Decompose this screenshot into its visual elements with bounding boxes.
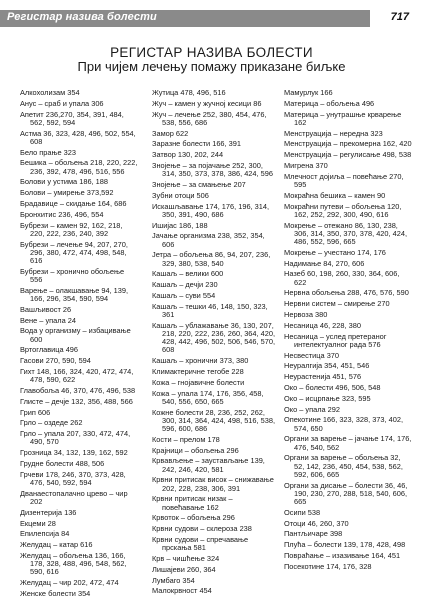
index-entry: Плућа – болести 139, 178, 428, 498 — [284, 540, 406, 550]
index-entry: Мокраћни путеви – обољења 120, 162, 252, 292, 300, 490, 616 — [284, 201, 402, 219]
index-entry: Нервни систем – смирење 270 — [284, 299, 390, 309]
index-entry: Крв – чишћење 324 — [152, 553, 220, 563]
index-entry: Мамурлук 166 — [284, 88, 333, 97]
index-entry: Желудац – обољења 136, 166, 178, 328, 488, 496, 548, 562, 590, 616 — [20, 550, 127, 577]
index-entry: Крвни притисак низак – повећавање 162 — [152, 494, 233, 512]
index-entry: Кашаљ – хронични 373, 380 — [152, 356, 249, 366]
index-entry: Бешика – обољења 218, 220, 222, 236, 392, 478, 496, 516, 556 — [20, 158, 138, 176]
title-block — [0, 46, 423, 74]
index-entry: Кожа – упала 174, 176, 356, 458, 540, 556, 650, 665 — [152, 388, 264, 406]
index-entry: Бубрези – хронично обољење 556 — [20, 266, 125, 284]
index-entry: Жутица 478, 496, 516 — [152, 88, 226, 97]
index-entry: Несаница 46, 228, 380 — [284, 320, 361, 330]
index-column-3 — [284, 89, 412, 574]
index-entry: Затвор 130, 202, 244 — [152, 150, 224, 160]
index-entry: Главобоља 46, 370, 476, 496, 538 — [20, 385, 136, 395]
index-entry: Менструација – нередна 323 — [284, 128, 383, 138]
index-entry: Желудац – чир 202, 472, 474 — [20, 578, 119, 588]
running-header — [0, 10, 423, 27]
index-entry: Грозница 34, 132, 139, 162, 592 — [20, 448, 128, 458]
index-entry: Ишијас 186, 188 — [152, 220, 208, 230]
index-entry: Замор 622 — [152, 128, 189, 138]
index-entry: Менструација – регулисање 498, 538 — [284, 150, 412, 160]
index-entry: Кашаљ – велики 600 — [152, 269, 224, 279]
index-entry: Око – болести 496, 506, 548 — [284, 382, 381, 392]
index-entry: Болови у устима 186, 188 — [20, 177, 108, 187]
index-entry: Варење – олакшавање 94, 139, 166, 296, 354, 590, 594 — [20, 285, 129, 303]
index-entry: Гасови 270, 590, 594 — [20, 356, 91, 366]
index-entry: Желудац – катар 616 — [20, 540, 93, 550]
index-entry: Мигрена 370 — [284, 160, 328, 170]
index-entry: Жуч – камен у жучној кесици 86 — [152, 98, 262, 108]
index-entry: Гихт 148, 166, 324, 420, 472, 474, 478, 590, 622 — [20, 366, 134, 385]
index-entry: Вашљивост 26 — [20, 304, 72, 314]
index-entry: Мокраћна бешика – камен 90 — [284, 190, 386, 200]
index-entry: Несвестица 370 — [284, 350, 340, 360]
index-entry: Искашљавање 174, 176, 196, 314, 350, 391, 490, 686 — [152, 201, 270, 219]
index-entry: Бубрези – камен 92, 162, 218, 220, 222, 236, 240, 392 — [20, 220, 123, 238]
index-entry: Дизентерија 136 — [20, 507, 77, 517]
index-entry: Кости – прелом 178 — [152, 434, 220, 444]
running-title: Регистар назива болести — [7, 11, 157, 23]
index-entry: Кашаљ – ублажавање 36, 130, 207, 218, 220, 222, 236, 260, 364, 420, 428, 442, 496, 502, 506, 546, 570, 608 — [152, 320, 276, 355]
index-entry: Опекотине 166, 323, 328, 373, 402, 574, 650 — [284, 415, 404, 433]
page-title: РЕГИСТАР НАЗИВА БОЛЕСТИ — [110, 45, 313, 60]
index-entry: Алкохолизам 354 — [20, 88, 80, 97]
index-entry: Знојење – за појачање 252, 300, 314, 350, 373, 378, 386, 424, 596 — [152, 160, 273, 179]
index-entry: Повраћање – изазивање 164, 451 — [284, 550, 401, 560]
index-entry: Око – исцрпање 323, 595 — [284, 393, 371, 403]
index-entry: Лумбаго 354 — [152, 575, 195, 585]
index-entry: Грудне болести 488, 506 — [20, 458, 105, 468]
index-entry: Вене – упала 24 — [20, 315, 76, 325]
index-entry: Грчеви 178, 246, 370, 373, 428, 476, 540, 592, 594 — [20, 469, 126, 487]
index-entry: Знојење – за смањење 207 — [152, 179, 246, 189]
index-entry: Надимање 84, 270, 606 — [284, 258, 365, 268]
index-entry: Глисте – дечје 132, 356, 488, 566 — [20, 396, 133, 406]
index-entry: Око – упала 292 — [284, 404, 341, 414]
index-entry: Анус – сраб и упала 306 — [20, 98, 104, 108]
index-entry: Бубрези – лечење 94, 207, 270, 296, 380, 472, 474, 498, 548, 616 — [20, 239, 128, 265]
index-entry: Јачање организма 238, 352, 354, 606 — [152, 231, 265, 249]
index-entry: Грло – упала 207, 330, 472, 474, 490, 570 — [20, 429, 131, 447]
index-entry: Брадавице – скидање 164, 686 — [20, 198, 127, 208]
index-entry: Грло – оздеде 262 — [20, 418, 83, 428]
index-entry: Грип 606 — [20, 407, 51, 417]
index-entry: Епилепсија 84 — [20, 529, 70, 539]
index-entry: Болови – умирење 373,592 — [20, 188, 114, 198]
index-entry: Крвоток – обољења 296 — [152, 513, 235, 523]
index-entry: Нервоза 380 — [284, 309, 328, 319]
index-entry: Кашаљ – суви 554 — [152, 290, 216, 300]
index-entry: Материца – унутрашње крварење 162 — [284, 109, 402, 127]
index-entry: Дванаестопалачно црево – чир 202 — [20, 488, 128, 506]
index-entry: Крвни притисак висок – снижавање 202, 228, 238, 306, 391 — [152, 475, 274, 493]
index-entry: Јетра – обољења 86, 94, 207, 236, 329, 380, 538, 540 — [152, 250, 271, 268]
header-bar — [0, 10, 370, 27]
index-entry: Назеб 60, 198, 260, 330, 364, 606, 622 — [284, 269, 400, 287]
index-entry: Материца – обољења 496 — [284, 98, 375, 108]
index-entry: Нервна обољења 288, 476, 576, 590 — [284, 288, 409, 298]
index-entry: Отоци 46, 260, 370 — [284, 518, 349, 528]
index-entry: Женске болести 354 — [20, 588, 91, 598]
index-column-1 — [20, 89, 138, 601]
index-entry: Мокрење – учестано 174, 176 — [284, 247, 386, 257]
index-entry: Мокрење – отежано 86, 130, 238, 306, 314, 350, 370, 378, 420, 424, 486, 552, 596, 665 — [284, 220, 408, 246]
index-entry: Крвни судови – склероза 238 — [152, 524, 252, 534]
index-entry: Заразне болести 166, 391 — [152, 139, 241, 149]
index-entry: Бронхитис 236, 496, 554 — [20, 209, 104, 219]
index-entry: Осипи 538 — [284, 507, 321, 517]
index-entry: Органи за варење – обољења 32, 52, 142, 236, 450, 454, 538, 562, 592, 606, 665 — [284, 453, 403, 479]
index-entry: Пантљичаре 398 — [284, 529, 343, 539]
index-entry: Кашаљ – дечји 230 — [152, 280, 218, 290]
index-entry: Органи за дисање – болести 36, 46, 190, 230, 270, 288, 518, 540, 606, 665 — [284, 480, 408, 506]
index-entry: Бело прање 323 — [20, 147, 76, 157]
index-entry: Органи за варење – јачање 174, 176, 476, 540, 562 — [284, 434, 412, 452]
index-entry: Екцеми 28 — [20, 518, 56, 528]
index-entry: Крајници – обољења 296 — [152, 445, 239, 455]
index-entry: Жуч – лечење 252, 380, 454, 476, 538, 556, 686 — [152, 109, 267, 127]
page-subtitle: При чијем лечењу помажу приказане биљке — [77, 59, 346, 74]
index-entry: Крвављење – заустављање 139, 242, 246, 420, 581 — [152, 456, 265, 474]
index-entry: Менструација – прекомерна 162, 420 — [284, 139, 412, 149]
index-entry: Лишајеви 260, 364 — [152, 564, 216, 574]
index-entry: Зубни отоци 506 — [152, 190, 209, 200]
index-entry: Неуралгија 354, 451, 546 — [284, 361, 370, 371]
index-entry: Несаница – услед претераног интелектуалног рада 576 — [284, 331, 387, 349]
index-entry: Вода у организму – избацивање 600 — [20, 326, 131, 344]
index-entry: Крвни судови – спречавање прскања 581 — [152, 534, 249, 553]
index-entry: Кожа – гнојавичне болести — [152, 377, 245, 387]
index-entry: Вртоглавица 496 — [20, 345, 79, 355]
index-column-2 — [152, 89, 275, 598]
index-entry: Климактеричне тегобе 228 — [152, 366, 244, 376]
index-entry: Посекотине 174, 176, 328 — [284, 561, 372, 571]
index-entry: Астма 36, 323, 428, 496, 502, 554, 608 — [20, 128, 136, 146]
index-entry: Млечност дојиља – повећање 270, 595 — [284, 171, 404, 189]
index-entry: Кашаљ – тешки 46, 148, 150, 323, 361 — [152, 301, 268, 319]
index-entry: Апетит 236,270, 354, 391, 484, 562, 592, 594 — [20, 109, 124, 127]
index-entry: Неурастенија 451, 576 — [284, 372, 362, 382]
page-number: 717 — [390, 11, 409, 23]
index-entry: Малокрвност 454 — [152, 586, 212, 596]
index-entry: Кожне болести 28, 236, 252, 262, 300, 314, 364, 424, 498, 516, 538, 596, 600, 686 — [152, 407, 276, 433]
